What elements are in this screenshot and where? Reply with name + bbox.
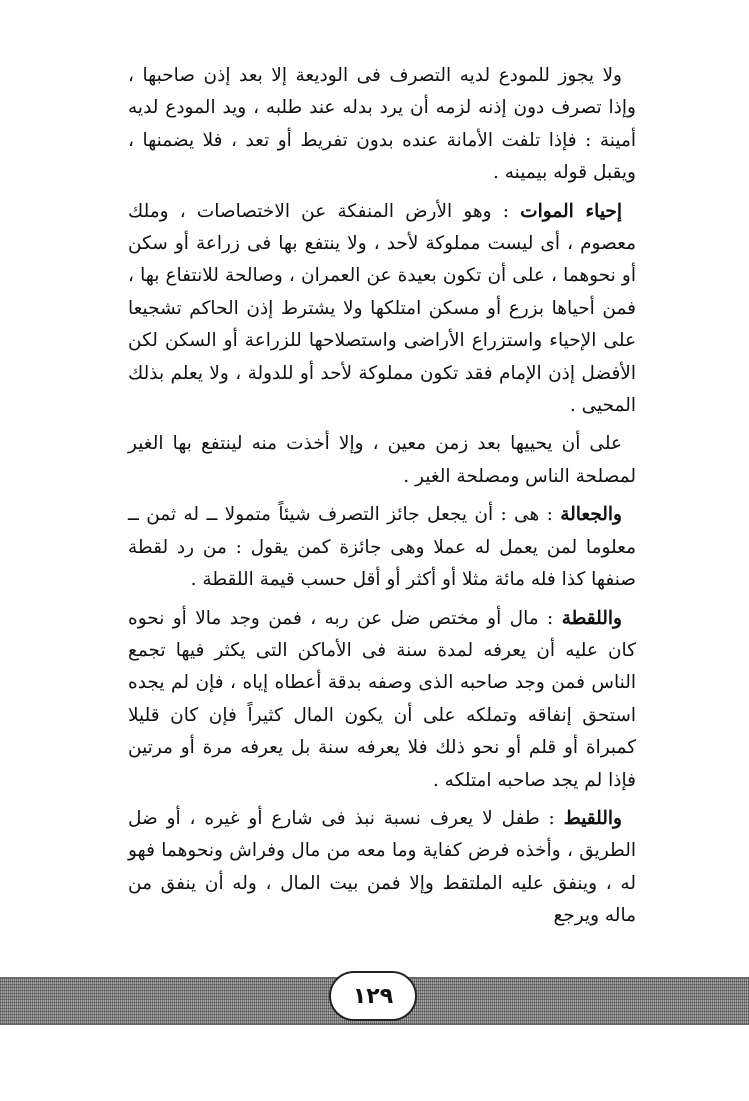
paragraph-text: على أن يحييها بعد زمن معين ، وإلا أخذت منه لينتفع بها الغير لمصلحة الناس ومصلحة الغير .: [128, 433, 636, 487]
paragraph-foundling: [128, 803, 636, 933]
paragraph-text: ولا يجوز للمودع لديه التصرف فى الوديعة إلا بعد إذن صاحبها ، وإذا تصرف دون إذنه لزمه أن يرد بدله عند طلبه ، ويد المودع لديه أمينة : فإذا تلفت الأمانة عنده بدون تفريط أو تعد ، فلا يضمنها ، ويقبل قوله بيمينه .: [128, 65, 636, 184]
paragraph-text: : هى : أن يجعل جائز التصرف شيئاً متمولا ــ له ثمن ــ معلوما لمن يعمل له عملا وهى جائزة كمن يقول : من رد لقطة صنفها كذا فله مائة مثلا أو أكثر أو أقل حسب قيمة اللقطة .: [128, 504, 636, 591]
term-heading: واللقيط: [563, 807, 622, 829]
page-number: ١٢٩: [329, 971, 417, 1021]
paragraph-text: : مال أو مختص ضل عن ربه ، فمن وجد مالا أو نحوه كان عليه أن يعرفه لمدة سنة فى الأماكن التى يكثر فيها تجمع الناس فمن وجد صاحبه الذى وصفه بدقة أعطاه إياه ، فإن لم يجده استحق إنفاقه وتملكه على أن يكون المال كثيراً فإن كان قليلا كمبراة أو قلم أو نحو ذلك فلا يعرفه سنة بل يعرفه مرة أو مرتين فإذا لم يجد صاحبه امتلكه .: [128, 607, 636, 791]
paragraph-reviving-land: [128, 196, 636, 423]
paragraph-reviving-condition: [128, 428, 636, 493]
term-heading: إحياء الموات: [520, 200, 622, 222]
paragraph-text: : وهو الأرض المنفكة عن الاختصاصات ، وملك معصوم ، أى ليست مملوكة لأحد ، ولا ينتفع بها فى زراعة أو سكن أو نحوهما ، على أن تكون بعيدة عن العمران ، وصالحة للانتفاع بها ، فمن أحياها بزرع أو مسكن امتلكها ولا يشترط إذن الحاكم تشجيعا على الإحياء واستزراع الأراضى واستصلاحها للزراعة أو السكن لكن الأفضل إذن الإمام فقد تكون مملوكة لأحد أو للدولة ، ولا يعلم بذلك المحيى .: [128, 200, 636, 417]
paragraph-text: : طفل لا يعرف نسبة نبذ فى شارع أو غيره ، أو ضل الطريق ، وأخذه فرض كفاية وما معه من مال وفراش ونحوهما فهو له ، وينفق عليه الملتقط وإلا فمن بيت المال ، وله أن ينفق من ماله ويرجع: [128, 807, 636, 927]
paragraph-reward: [128, 499, 636, 596]
page-body: [128, 60, 636, 939]
paragraph-lost-property: [128, 603, 636, 797]
paragraph-deposit: [128, 60, 636, 190]
term-heading: والجعالة: [560, 504, 622, 526]
term-heading: واللقطة: [561, 607, 622, 629]
